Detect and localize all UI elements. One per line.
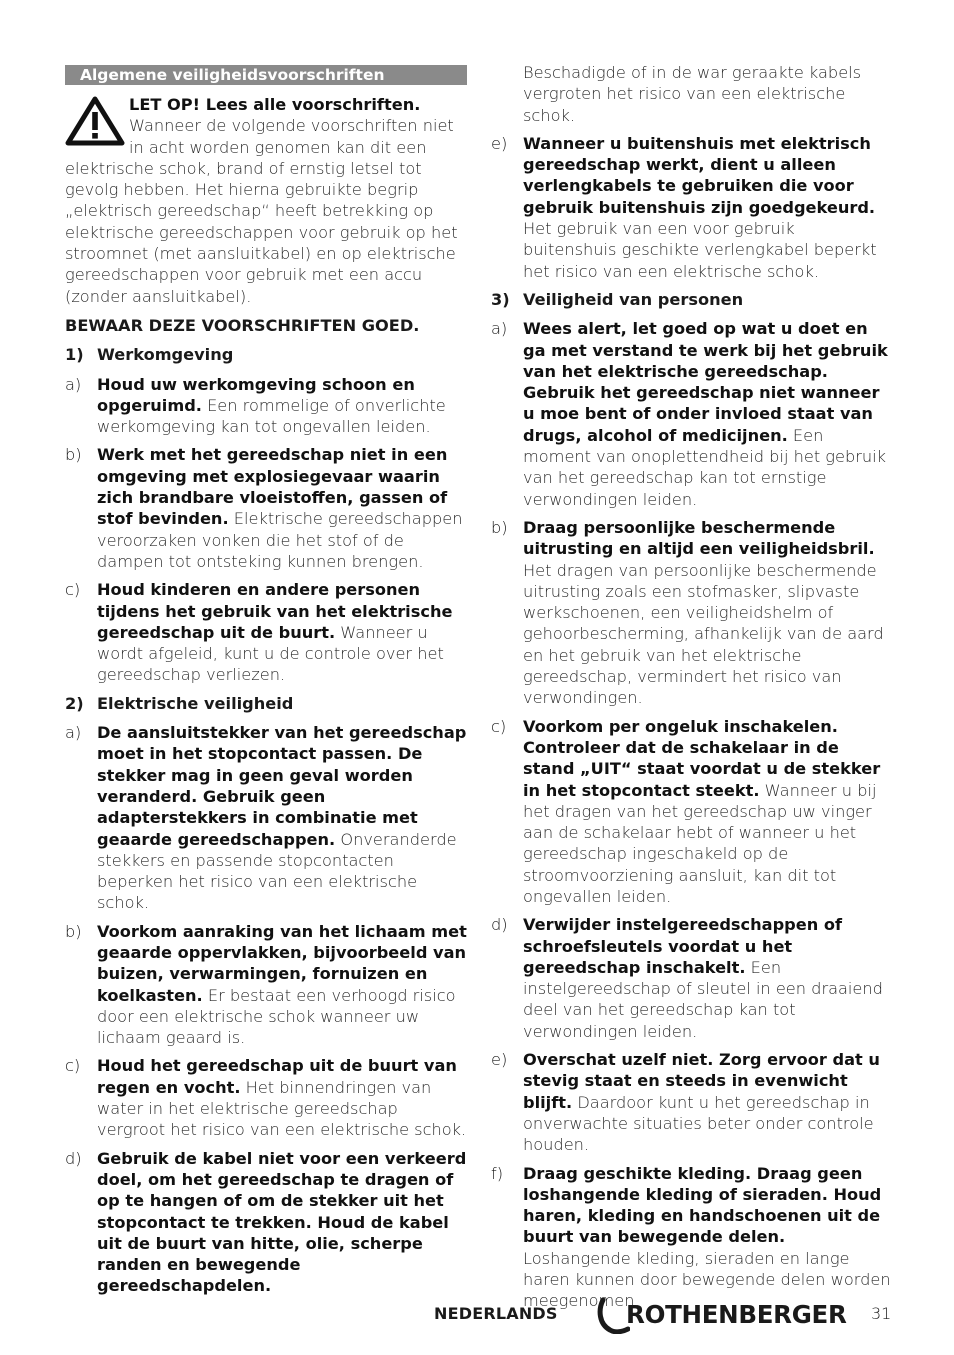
brand-logo [596,1298,847,1332]
warning-block [65,94,467,307]
list-item: d) Verwijder instelgereedschappen of schroefsleutels voordat u het gereedschap inschakelt. Een instelgereedschap of sleutel in een draaiend deel van het gereedschap kan tot verwondingen leiden. [491,915,883,1041]
logo-hook-icon [596,1298,630,1334]
list-item: d) Gebruik de kabel niet voor een verkeerd doel, om het gereedschap te dragen of op te hangen of om de stekker uit het stopcontact te trekken. Houd de kabel uit de buurt van hitte, olie, scherpe randen en bewegende gereedschapdelen. [65,1148,467,1296]
brand-name: ROTHENBERGER [626,1300,847,1329]
list-item: a) Wees alert, let goed op wat u doet en ga met verstand te werk bij het gebruik van het elektrische gereedschap. Gebruik het gereedschap niet wanneer u moe bent of onder invloed staat van drugs, alcohol of medicijnen. Een moment van onoplettendheid bij het gebruik van het gereedschap kan tot ernstige verwondingen leiden. [491,319,888,509]
list-item: f) Draag geschikte kleding. Draag geen loshangende kleding of sieraden. Houd haren, kleding en handschoenen uit de buurt van bewegende delen. Loshangende kleding, sieraden en lange haren kunnen door bewegende delen worden meegenomen. [491,1163,891,1311]
keep-instructions: BEWAAR DEZE VOORSCHRIFTEN GOED. [65,315,420,335]
warning-text: Wanneer de volgende voorschriften niet in acht worden genomen kan dit een elektrische schok, brand of ernstig letsel tot gevolg hebben. Het hierna gebruikte begrip „elektrisch gereedschap“ heeft betrekking op elektrische gereedschappen voor gebruik op het stroomnet (met aansluitkabel) en op elektrische gereedschappen voor gebruik met een accu (zonder aansluitkabel). [65,116,458,306]
heading-veiligheid-personen: 3) Veiligheid van personen [491,289,744,309]
page-footer [0,1296,954,1336]
continuation-text: Beschadigde of in de war geraakte kabels vergroten het risico van een elektrische schok. [523,63,862,125]
heading-werkomgeving: 1) Werkomgeving [65,345,234,365]
list-item: a) Houd uw werkomgeving schoon en opgeruimd. Een rommelige of onverlichte werkomgeving kan tot ongevallen leiden. [65,374,446,437]
warning-bold: LET OP! Lees alle voorschriften. [129,95,421,114]
heading-elektrische-veiligheid: 2) Elektrische veiligheid [65,693,294,713]
list-item: c) Houd kinderen en andere personen tijdens het gebruik van het elektrische gereedschap uit de buurt. Wanneer u wordt afgeleid, kunt u de controle over het gereedschap verliezen. [65,580,453,685]
right-column [491,62,893,1319]
list-item: e) Wanneer u buitenshuis met elektrisch gereedschap werkt, dient u alleen verlengkabels te gebruiken die voor gebruik buitenshuis zijn goedgekeurd. Het gebruik van een voor gebruik buitenshuis geschikte verlengkabel beperkt het risico van een elektrische schok. [491,133,877,281]
warning-triangle-icon [65,96,125,146]
section-title: Algemene veiligheidsvoorschriften [65,65,467,85]
list-item: b) Draag persoonlijke beschermende uitrusting en altijd een veiligheidsbril. Het dragen van persoonlijke beschermende uitrusting zoals een stofmasker, slipvaste werkschoenen, een veiligheidshelm of gehoorbescherming, afhankelijk van de aard en het gebruik van het elektrische gereedschap, vermindert het risico van verwondingen. [491,517,884,708]
list-item: c) Houd het gereedschap uit de buurt van regen en vocht. Het binnendringen van water in het elektrische gereedschap vergroot het risico van een elektrische schok. [65,1056,467,1140]
list-item: a) De aansluitstekker van het gereedschap moet in het stopcontact passen. De stekker mag in geen geval worden veranderd. Gebruik geen adapterstekkers in combinatie met geaarde gereedschappen. Onveranderde stekkers en passende stopcontacten beperken het risico van een elektrische schok. [65,723,467,913]
list-item: e) Overschat uzelf niet. Zorg ervoor dat u stevig staat en steeds in evenwicht blijft. Daardoor kunt u het gereedschap in onverwachte situaties beter onder controle houden. [491,1050,880,1155]
left-column [65,62,467,1304]
list-item: b) Voorkom aanraking van het lichaam met geaarde oppervlakken, bijvoorbeeld van buizen, verwarmingen, fornuizen en koelkasten. Er bestaat een verhoogd risico door een elektrische schok wanneer uw lichaam geaard is. [65,921,467,1048]
list-item: c) Voorkom per ongeluk inschakelen. Controleer dat de schakelaar in de stand „UIT“ staat voordat u de stekker in het stopcontact steekt. Wanneer u bij het dragen van het gereedschap uw vinger aan de schakelaar hebt of wanneer u het gereedschap ingeschakeld op de stroomvoorziening aansluit, kan dit tot ongevallen leiden. [491,716,881,906]
list-item: b) Werk met het gereedschap niet in een omgeving met explosiegevaar waarin zich brandbare vloeistoffen, gassen of stof bevinden. Elektrische gereedschappen veroorzaken vonken die het stof of de dampen tot ontsteking kunnen brengen. [65,445,463,571]
page-number: 31 [871,1304,892,1323]
language-label: NEDERLANDS [434,1304,558,1323]
